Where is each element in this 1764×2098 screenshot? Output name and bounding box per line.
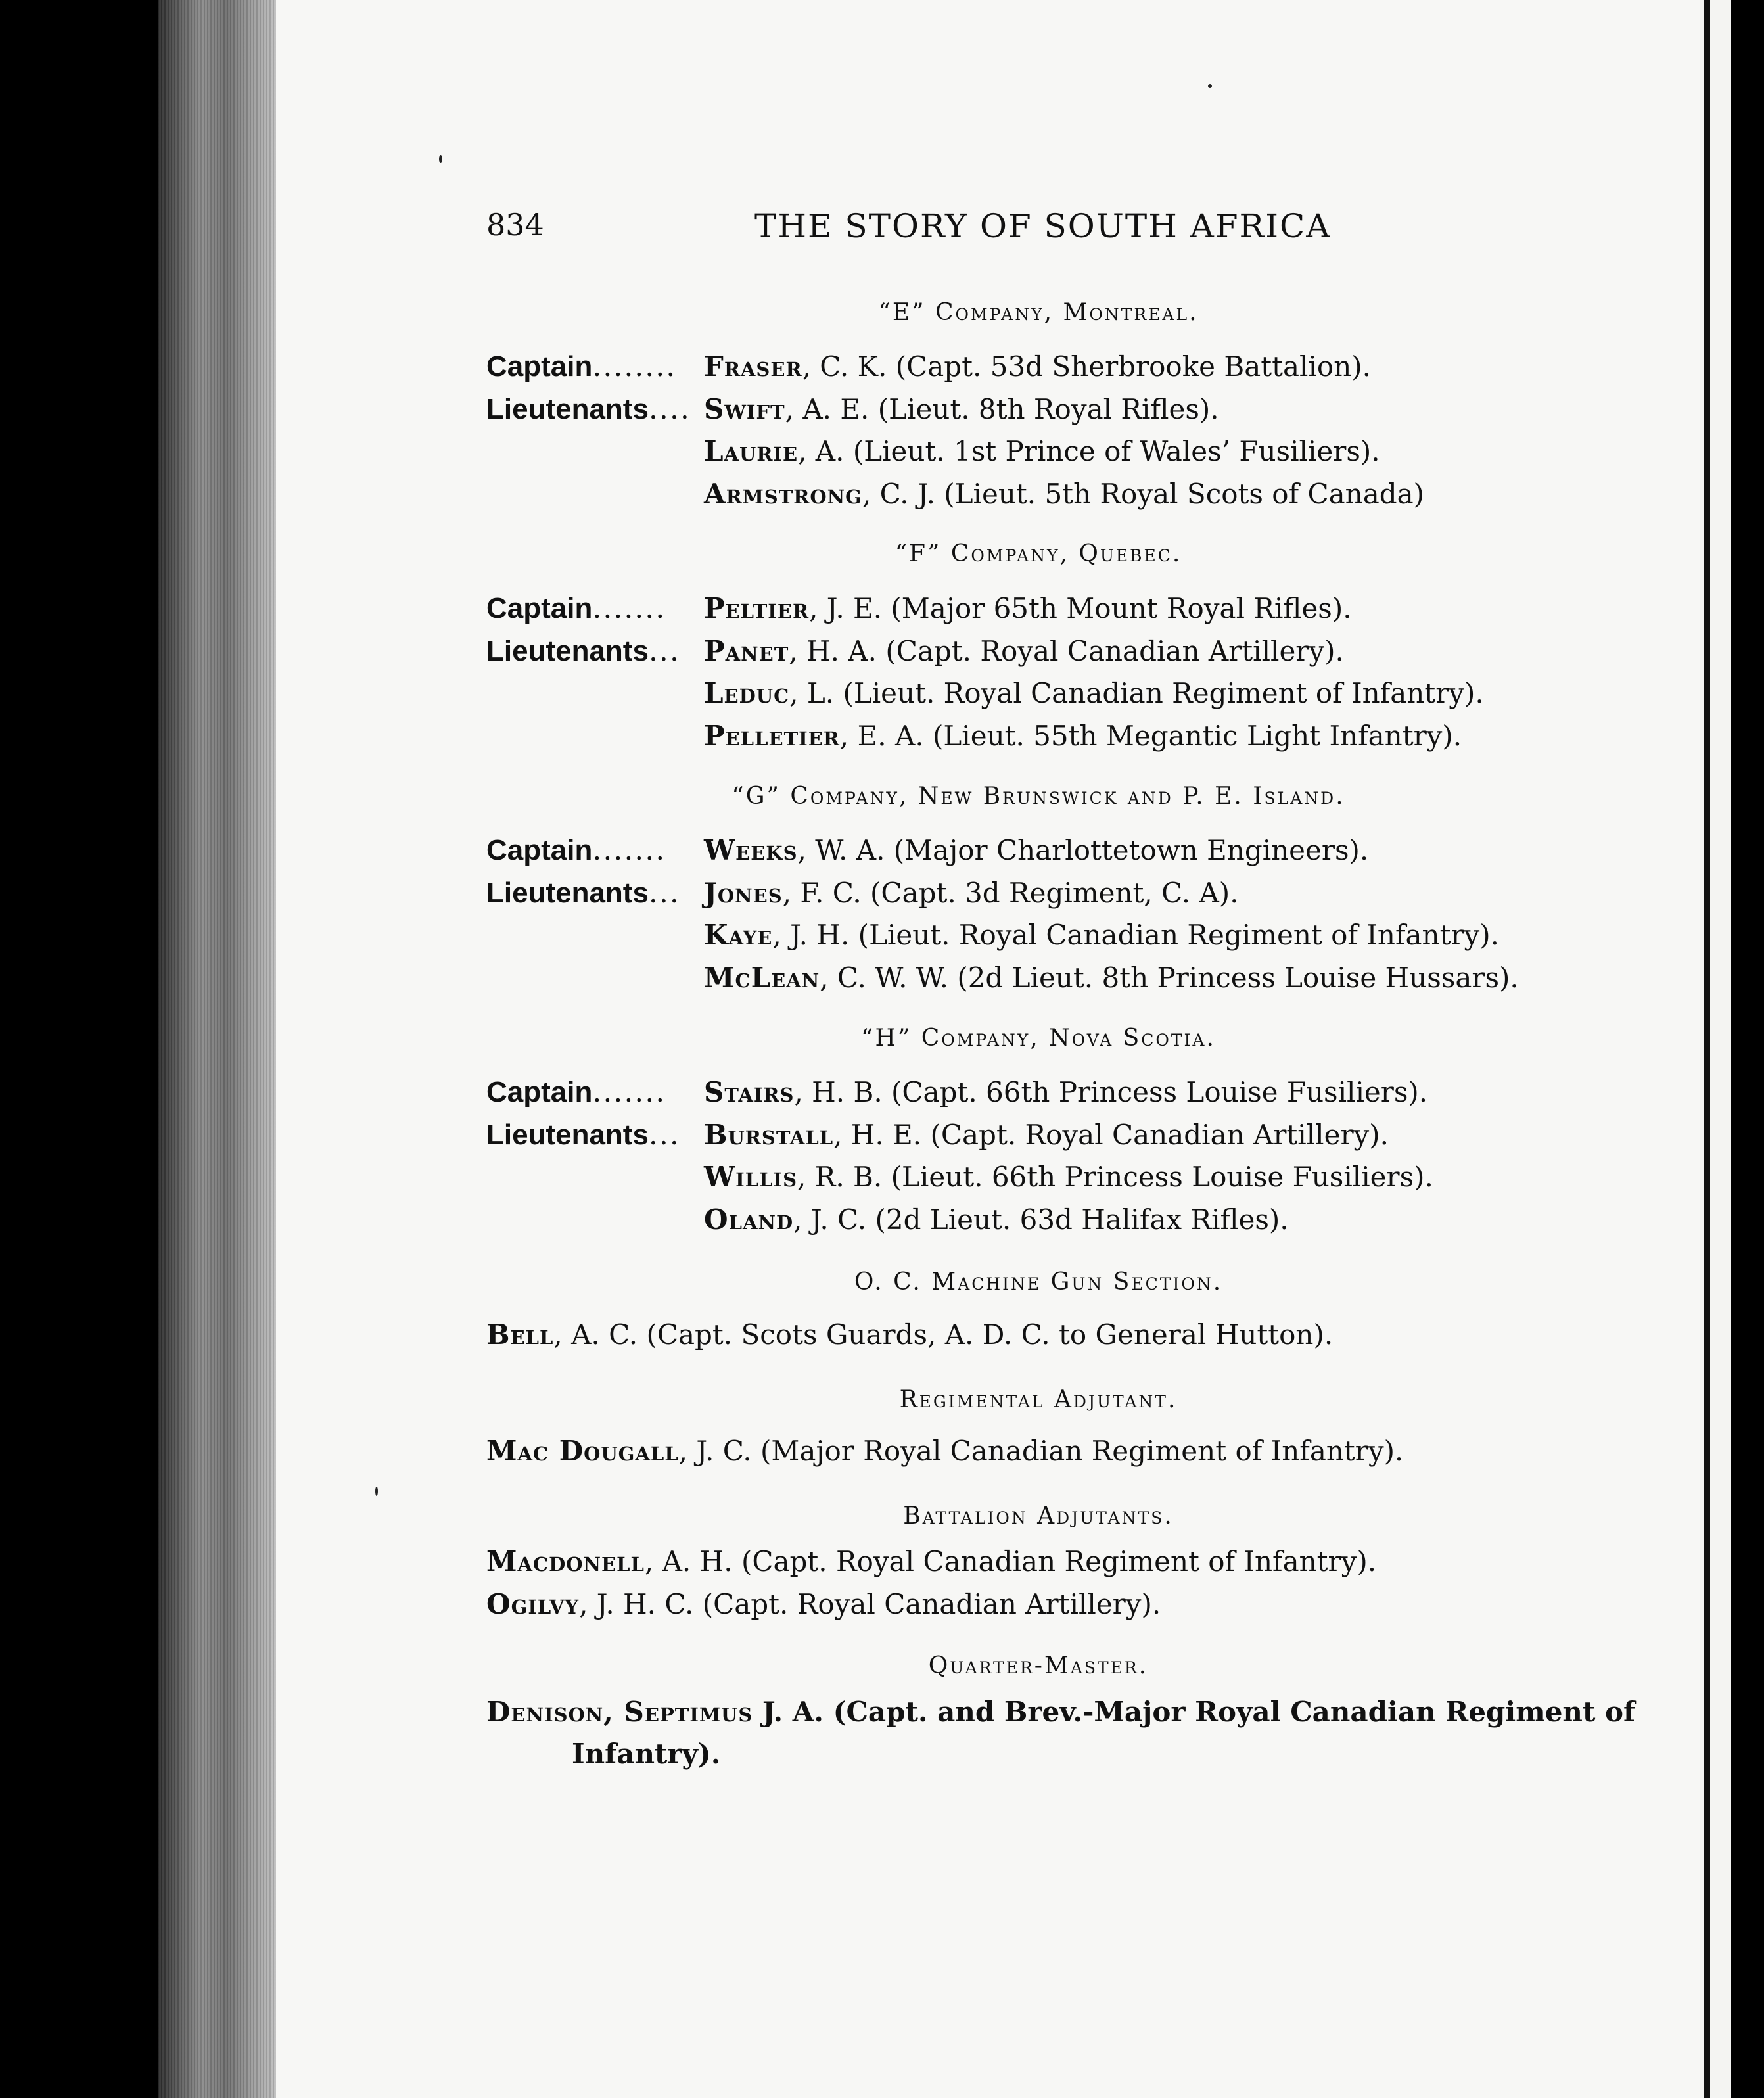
rank-label: Lieutenants... <box>486 1118 680 1152</box>
officer-surname: McLean <box>704 962 820 994</box>
officer-surname: Laurie <box>704 435 799 467</box>
book-fore-edge <box>158 0 283 2098</box>
officer-detail: , J. E. (Major 65th Mount Royal Rifles). <box>809 592 1352 624</box>
officer-surname: Bell <box>486 1318 554 1351</box>
lieutenant-row <box>704 435 1380 472</box>
staff-entry-row <box>486 1696 1635 1733</box>
officer-surname: Ogilvy <box>486 1588 580 1620</box>
officer-surname: Pelletier <box>704 720 840 752</box>
officer-detail: , J. C. (2d Lieut. 63d Halifax Rifles). <box>793 1203 1289 1236</box>
officer-detail: , R. B. (Lieut. 66th Princess Louise Fusiliers). <box>797 1161 1433 1193</box>
section-heading-g-company: “G” Company, New Brunswick and P. E. Island. <box>731 783 1345 810</box>
section-heading-machine-gun: O. C. Machine Gun Section. <box>854 1269 1223 1295</box>
officer-surname: Oland <box>704 1203 794 1236</box>
facing-page-edge <box>1700 0 1764 2098</box>
staff-entry-row <box>486 1318 1333 1355</box>
rank-label: Lieutenants... <box>486 876 680 910</box>
officer-surname: Fraser <box>704 350 802 383</box>
scan-speck <box>1208 84 1212 88</box>
officer-detail: , W. A. (Major Charlottetown Engineers). <box>797 834 1369 866</box>
page-number: 834 <box>486 207 544 243</box>
officer-detail: , A. H. (Capt. Royal Canadian Regiment of Infantry). <box>644 1545 1377 1577</box>
officer-surname: Armstrong <box>704 478 862 510</box>
staff-entry-row <box>486 1435 1403 1472</box>
lieutenant-row <box>704 478 1424 515</box>
lieutenant-row <box>704 962 1519 998</box>
scan-speck <box>375 1487 378 1496</box>
officer-detail: , C. W. W. (2d Lieut. 8th Princess Louise Hussars). <box>820 962 1519 994</box>
captain-row <box>486 350 1371 386</box>
rank-label: Lieutenants... <box>486 634 680 668</box>
staff-entry-row <box>486 1545 1376 1582</box>
lieutenant-row <box>704 720 1462 757</box>
officer-detail: , A. (Lieut. 1st Prince of Wales’ Fusiliers). <box>798 435 1380 467</box>
staff-entry-continuation <box>572 1738 720 1775</box>
officer-detail: , J. C. (Major Royal Canadian Regiment of Infantry). <box>678 1435 1404 1467</box>
officer-surname: Peltier <box>704 592 810 624</box>
officer-surname: Stairs <box>704 1076 795 1108</box>
officer-detail: J. A. (Capt. and Brev.-Major Royal Canadian Regiment of <box>753 1696 1636 1728</box>
captain-row <box>486 592 1352 628</box>
officer-detail: , A. C. (Capt. Scots Guards, A. D. C. to General Hutton). <box>553 1318 1334 1351</box>
scan-speck <box>439 155 442 163</box>
officer-surname: Weeks <box>704 834 798 866</box>
lieutenant-row <box>486 1118 1389 1155</box>
officer-surname: Panet <box>704 635 789 667</box>
rank-label: Captain....... <box>486 592 666 625</box>
officer-surname: Swift <box>704 393 785 425</box>
rank-label: Captain....... <box>486 833 666 867</box>
lieutenant-row <box>704 1203 1289 1240</box>
officer-surname: Macdonell <box>486 1545 645 1577</box>
captain-row <box>486 833 1368 870</box>
section-heading-e-company: “E” Company, Montreal. <box>878 299 1199 326</box>
section-heading-battalion-adjutants: Battalion Adjutants. <box>903 1503 1174 1529</box>
section-heading-f-company: “F” Company, Quebec. <box>894 540 1182 567</box>
captain-row <box>486 1075 1427 1112</box>
section-heading-h-company: “H” Company, Nova Scotia. <box>861 1025 1216 1052</box>
officer-detail: , H. A. (Capt. Royal Canadian Artillery). <box>789 635 1344 667</box>
rank-label: Captain........ <box>486 350 677 383</box>
running-title: THE STORY OF SOUTH AFRICA <box>754 207 1332 245</box>
officer-surname: Jones <box>704 877 783 909</box>
section-heading-quarter-master: Quarter-Master. <box>928 1652 1149 1679</box>
officer-detail: , J. H. C. (Capt. Royal Canadian Artillery). <box>579 1588 1161 1620</box>
rank-label: Captain....... <box>486 1075 666 1109</box>
officer-surname: Burstall <box>704 1119 834 1151</box>
lieutenant-row <box>486 876 1239 913</box>
lieutenant-row <box>486 634 1344 671</box>
lieutenant-row <box>704 1161 1433 1198</box>
rank-label: Lieutenants.... <box>486 392 691 426</box>
lieutenant-row <box>486 392 1219 429</box>
officer-surname: Kaye <box>704 919 773 951</box>
officer-detail: , H. E. (Capt. Royal Canadian Artillery). <box>833 1119 1389 1151</box>
lieutenant-row <box>704 677 1484 714</box>
officer-surname: Mac Dougall <box>486 1435 679 1467</box>
staff-entry-row <box>486 1588 1161 1625</box>
officer-detail: , L. (Lieut. Royal Canadian Regiment of Infantry). <box>789 677 1484 709</box>
page-header <box>486 207 1584 253</box>
officer-detail: , H. B. (Capt. 66th Princess Louise Fusiliers). <box>794 1076 1428 1108</box>
section-heading-regimental-adjutant: Regimental Adjutant. <box>899 1386 1178 1413</box>
officer-surname: Leduc <box>704 677 790 709</box>
officer-detail: , J. H. (Lieut. Royal Canadian Regiment of Infantry). <box>772 919 1499 951</box>
officer-surname: Denison, Septimus <box>486 1696 753 1728</box>
officer-detail: , F. C. (Capt. 3d Regiment, C. A). <box>782 877 1239 909</box>
officer-detail: , E. A. (Lieut. 55th Megantic Light Infantry). <box>839 720 1462 752</box>
lieutenant-row <box>704 919 1499 956</box>
officer-detail: , C. K. (Capt. 53d Sherbrooke Battalion). <box>802 350 1371 383</box>
officer-detail-continuation: Infantry). <box>572 1738 721 1770</box>
officer-detail: , A. E. (Lieut. 8th Royal Rifles). <box>785 393 1219 425</box>
officer-detail: , C. J. (Lieut. 5th Royal Scots of Canada) <box>862 478 1425 510</box>
officer-surname: Willis <box>704 1161 798 1193</box>
